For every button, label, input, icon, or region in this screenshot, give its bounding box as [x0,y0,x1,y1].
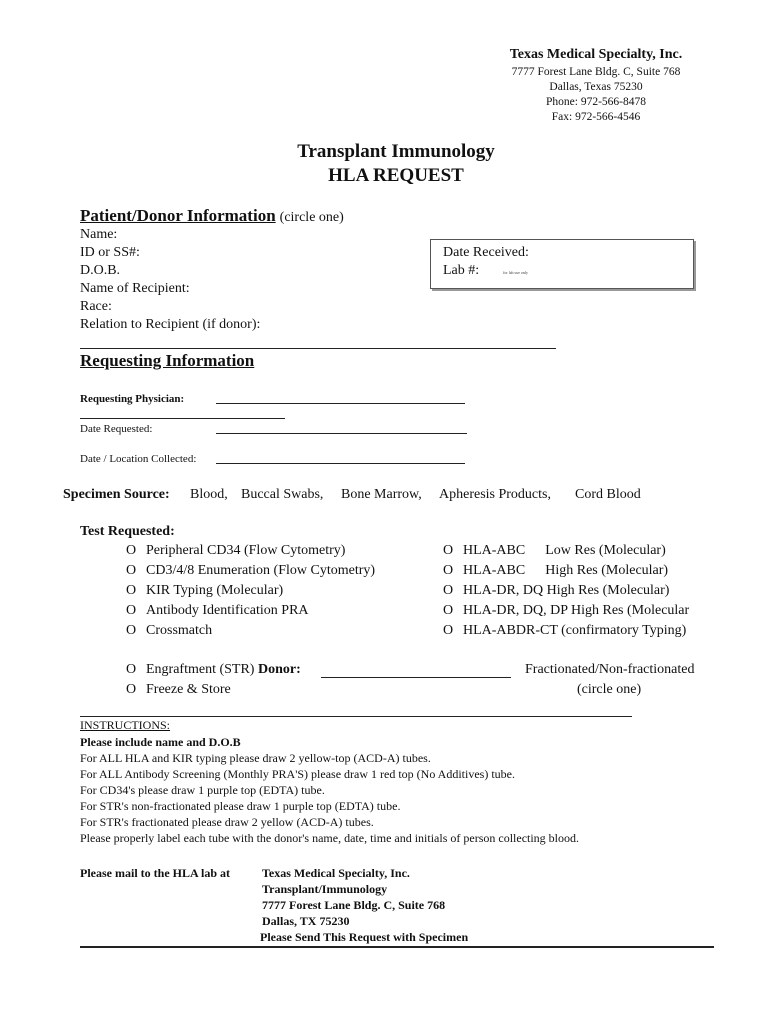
instruction-line: For STR's non-fractionated please draw 1 purple top (EDTA) tube. [80,799,401,813]
test-option-hla-abc-low[interactable] [443,543,666,559]
field-race[interactable]: Race: [80,299,112,314]
test-option-label: HLA-ABC [463,563,526,578]
test-bullet: O [126,563,137,578]
test-requested-label: Test Requested: [80,524,175,539]
specimen-bone-marrow[interactable]: Bone Marrow, [341,487,422,502]
patient-divider [80,348,556,349]
company-phone: Phone: 972-566-8478 [546,96,646,108]
test-option-engraftment[interactable] [126,662,301,678]
instruction-line: For STR's fractionated please draw 2 yellow (ACD-A) tubes. [80,815,374,829]
mail-address-line: Transplant/Immunology [262,882,388,896]
physician-line[interactable] [216,403,465,404]
test-option-cd34[interactable] [126,543,345,559]
company-address-line1: 7777 Forest Lane Bldg. C, Suite 768 [511,66,681,78]
test-option-pra[interactable] [126,603,309,619]
lab-number-label: Lab #: [443,263,480,278]
specimen-blood[interactable]: Blood, [190,487,228,502]
lab-use-note: for lab use only [503,270,528,275]
physician-label: Requesting Physician: [80,393,185,405]
patient-section-title: Patient/Donor Information [80,206,276,225]
field-dob[interactable]: D.O.B. [80,263,121,278]
test-bullet: O [126,583,137,598]
requesting-section-title: Requesting Information [80,351,255,370]
company-name: Texas Medical Specialty, Inc. [509,47,683,62]
test-option-label: HLA-DR, DQ, DP High Res (Molecular [463,603,690,618]
field-name[interactable]: Name: [80,227,118,242]
test-option-hla-abc-high[interactable] [443,563,668,579]
specimen-buccal[interactable]: Buccal Swabs, [241,487,324,502]
document-title: Transplant Immunology [297,141,495,162]
test-option-label: Freeze & Store [146,682,231,697]
donor-line[interactable] [321,677,511,678]
test-option-resolution: High Res (Molecular) [545,563,669,578]
test-bullet: O [443,583,454,598]
test-option-label: Peripheral CD34 (Flow Cytometry) [146,543,346,558]
instructions-divider [80,716,632,717]
test-option-label: HLA-ABDR-CT (confirmatory Typing) [463,623,687,638]
test-option-hla-dr-dq[interactable] [443,583,669,599]
instruction-line: For ALL HLA and KIR typing please draw 2 yellow-top (ACD-A) tubes. [80,751,431,765]
date-received-label: Date Received: [443,245,529,260]
test-option-hla-dr-dq-dp[interactable] [443,603,689,619]
field-recipient-name[interactable]: Name of Recipient: [80,281,190,296]
test-option-resolution: Low Res (Molecular) [545,543,666,558]
instructions-heading: INSTRUCTIONS: [80,718,171,732]
donor-label: Donor: [257,662,301,677]
date-location-label: Date / Location Collected: [80,453,197,465]
fractionated-option[interactable]: Fractionated/Non-fractionated [525,662,695,677]
lab-use-box [430,239,694,289]
test-bullet: O [126,603,137,618]
patient-section-header [80,206,344,226]
test-option-hla-abdr-ct[interactable] [443,623,686,639]
company-address-line2: Dallas, Texas 75230 [549,81,643,93]
test-bullet: O [126,662,137,677]
field-relation[interactable]: Relation to Recipient (if donor): [80,317,261,332]
test-bullet: O [443,563,454,578]
test-bullet: O [126,623,137,638]
test-option-freeze[interactable] [126,682,231,698]
test-option-label: Antibody Identification PRA [146,603,309,618]
test-bullet: O [126,682,137,697]
test-option-label: Engraftment (STR) [146,662,255,677]
specimen-apheresis[interactable]: Apheresis Products, [439,487,551,502]
instruction-line: For ALL Antibody Screening (Monthly PRA'S) please draw 1 red top (No Additives) tube. [80,767,515,781]
test-option-cd348[interactable] [126,563,375,579]
test-bullet: O [126,543,137,558]
specimen-cord-blood[interactable]: Cord Blood [575,487,641,502]
instruction-line: For CD34's please draw 1 purple top (EDTA) tube. [80,783,325,797]
test-option-crossmatch[interactable] [126,623,212,639]
test-bullet: O [443,543,454,558]
mail-address-line: 7777 Forest Lane Bldg. C, Suite 768 [262,898,446,912]
mail-address-line: Dallas, TX 75230 [262,914,350,928]
date-requested-line[interactable] [216,433,467,434]
mail-send-note: Please Send This Request with Specimen [260,930,469,944]
mail-address-line: Texas Medical Specialty, Inc. [262,866,410,880]
company-fax: Fax: 972-566-4546 [551,111,641,123]
test-option-label: KIR Typing (Molecular) [146,583,284,598]
mail-label: Please mail to the HLA lab at [80,866,230,880]
test-option-kir[interactable] [126,583,283,599]
test-option-label: Crossmatch [146,623,213,638]
instruction-line: Please properly label each tube with the donor's name, date, time and initials of person collecting blood. [80,831,580,845]
instructions-bold-line: Please include name and D.O.B [80,735,241,749]
patient-section-note: (circle one) [279,210,344,225]
test-option-label: HLA-DR, DQ High Res (Molecular) [463,583,670,598]
test-bullet: O [443,623,454,638]
circle-one-note: (circle one) [577,682,642,697]
date-location-line[interactable] [216,463,465,464]
document-subtitle: HLA REQUEST [328,165,464,186]
date-requested-label: Date Requested: [80,423,153,435]
footer-rule [80,946,714,948]
specimen-source-label: Specimen Source: [63,487,170,502]
physician-line-2[interactable] [80,418,285,419]
test-option-label: CD3/4/8 Enumeration (Flow Cytometry) [146,563,376,578]
test-bullet: O [443,603,454,618]
test-option-label: HLA-ABC [463,543,526,558]
field-id[interactable]: ID or SS#: [80,245,140,260]
